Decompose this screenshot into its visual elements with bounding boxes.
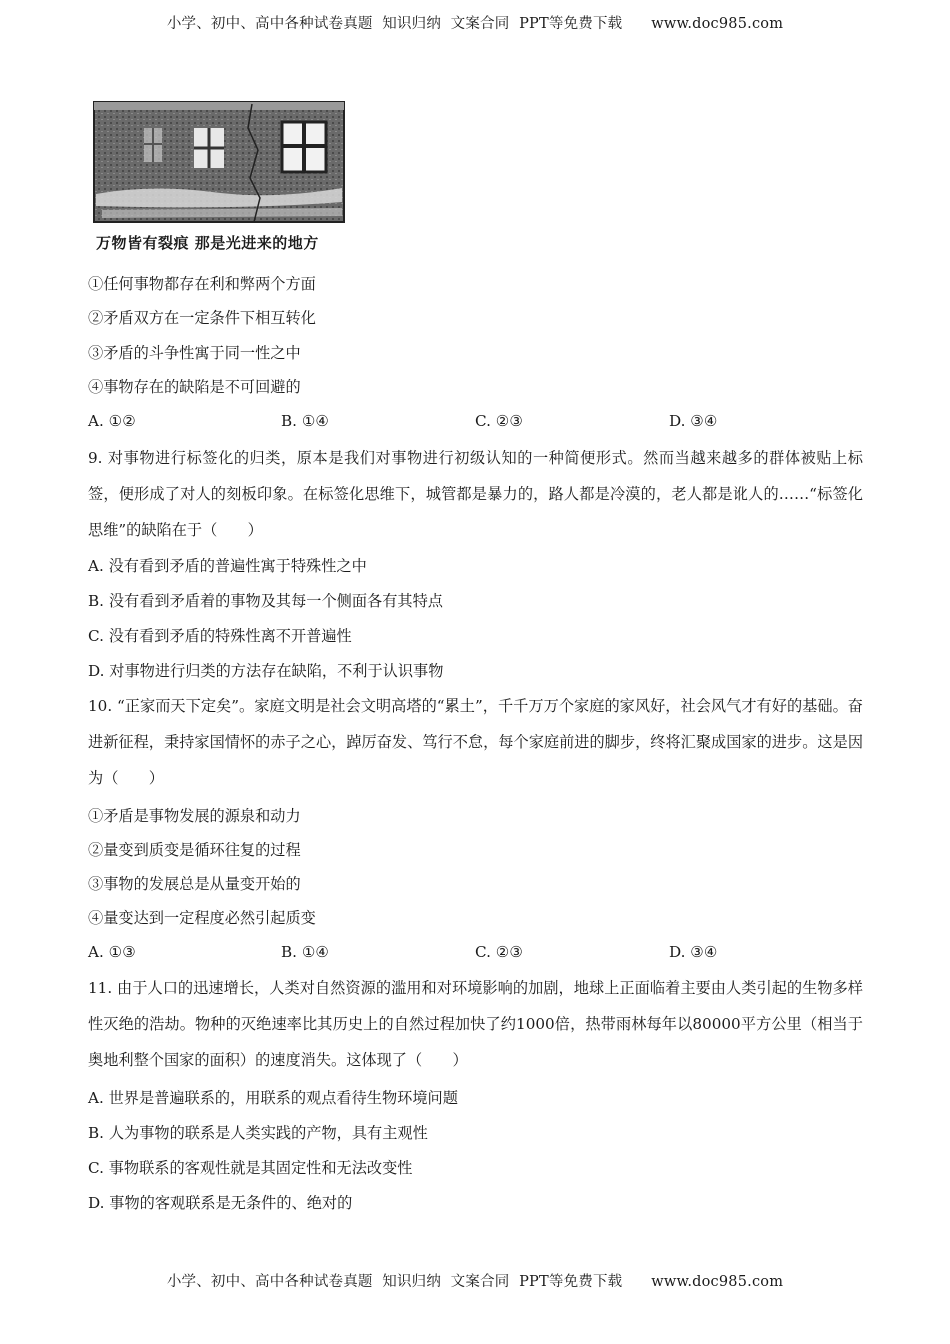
q8-statement: ②矛盾双方在一定条件下相互转化 [88, 309, 316, 327]
q11-option-b: B. 人为事物的联系是人类实践的产物，具有主观性 [88, 1124, 428, 1142]
q8-option-d: D. ③④ [669, 412, 718, 430]
q11-stem: 11. 由于人口的迅速增长，人类对自然资源的滥用和对环境影响的加剧，地球上正面临着主要由人类引起的生物多样性灭绝的浩劫。物种的灭绝速率比其历史上的自然过程加快了约1000倍，热带雨林每年以80000平方公里（相当于奥地利整个国家的面积）的速度消失。这体现了（ ） [88, 979, 863, 1069]
q8-option-c: C. ②③ [475, 412, 523, 430]
q11-option-c: C. 事物联系的客观性就是其固定性和无法改变性 [88, 1159, 413, 1177]
q10-stem: 10. “正家而天下定矣”。家庭文明是社会文明高塔的“累土”，千千万万个家庭的家风好，社会风气才有好的基础。奋进新征程，秉持家国情怀的赤子之心，踔厉奋发、笃行不怠，每个家庭前进的脚步，终将汇聚成国家的进步。这是因为（ ） [88, 697, 863, 787]
q10-option-c: C. ②③ [475, 943, 523, 961]
q11-option-a: A. 世界是普遍联系的，用联系的观点看待生物环境问题 [88, 1089, 458, 1107]
q9-option-c: C. 没有看到矛盾的特殊性离不开普遍性 [88, 627, 352, 645]
q8-statement: ③矛盾的斗争性寓于同一性之中 [88, 344, 301, 362]
q9-option-d: D. 对事物进行归类的方法存在缺陷，不利于认识事物 [88, 662, 444, 680]
q11-option-d: D. 事物的客观联系是无条件的、绝对的 [88, 1194, 353, 1212]
page-footer: 小学、初中、高中各种试卷真题 知识归纳 文案合同 PPT等免费下载 www.doc985.com [166, 1274, 784, 1290]
q9-stem: 9. 对事物进行标签化的归类，原本是我们对事物进行初级认知的一种简便形式。然而当越来越多的群体被贴上标签，便形成了对人的刻板印象。在标签化思维下，城管都是暴力的，路人都是冷漠的，老人都是讹人的……“标签化思维”的缺陷在于（ ） [88, 449, 863, 539]
q10-statement: ③事物的发展总是从量变开始的 [88, 875, 301, 893]
q10-option-d: D. ③④ [669, 943, 718, 961]
q9-option-a: A. 没有看到矛盾的普遍性寓于特殊性之中 [88, 557, 367, 575]
q10-statement: ④量变达到一定程度必然引起质变 [88, 909, 316, 927]
q8-option-b: B. ①④ [281, 412, 330, 430]
q10-option-a: A. ①③ [88, 943, 136, 961]
q10-option-b: B. ①④ [281, 943, 330, 961]
figure [92, 98, 354, 250]
q9-option-b: B. 没有看到矛盾着的事物及其每一个侧面各有其特点 [88, 592, 443, 610]
q10-statement: ②量变到质变是循环往复的过程 [88, 841, 301, 859]
page-header: 小学、初中、高中各种试卷真题 知识归纳 文案合同 PPT等免费下载 www.doc985.com [166, 16, 784, 32]
q8-option-a: A. ①② [88, 412, 136, 430]
q10-statement: ①矛盾是事物发展的源泉和动力 [88, 807, 301, 825]
cracked-wall-photo [92, 98, 348, 226]
q8-statement: ④事物存在的缺陷是不可回避的 [88, 378, 301, 396]
q8-statement: ①任何事物都存在利和弊两个方面 [88, 275, 316, 293]
figure-caption: 万物皆有裂痕 那是光进来的地方 [96, 234, 319, 252]
